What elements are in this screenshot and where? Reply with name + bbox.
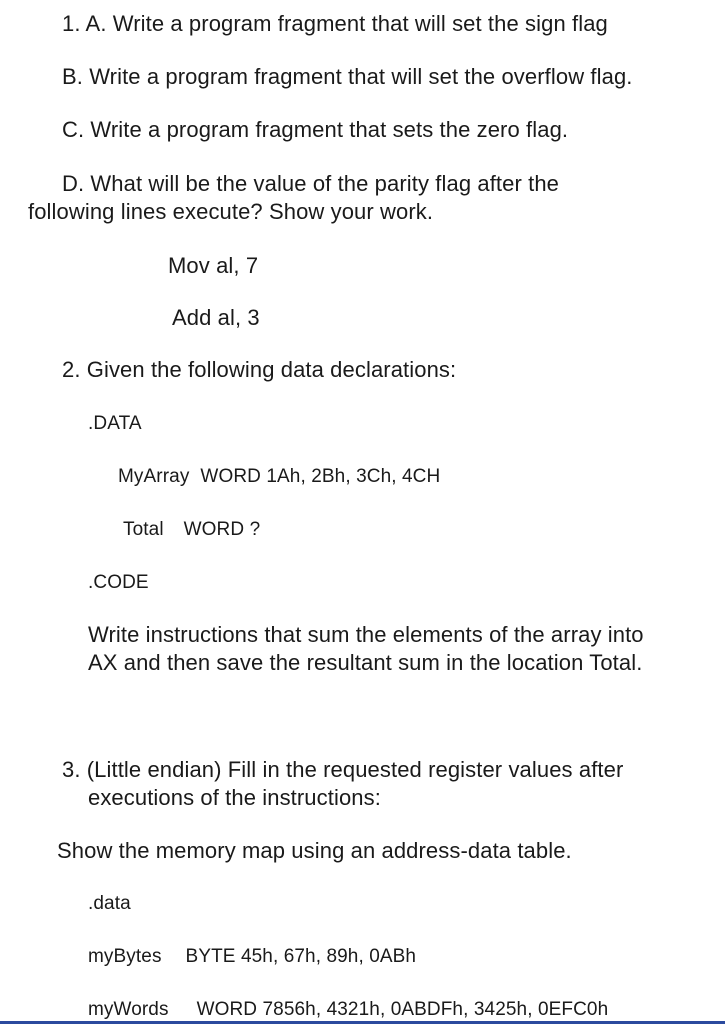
variable-type: WORD 1Ah, 2Bh, 3Ch, 4CH [200, 466, 441, 487]
data-directive: .DATA [88, 413, 142, 434]
variable-name: myWords [88, 999, 169, 1020]
q1-part-d-line-2: following lines execute? Show your work. [28, 199, 434, 224]
q1-part-b: B. Write a program fragment that will set the overflow flag. [62, 64, 633, 89]
code-line: Mov al, 7 [168, 253, 259, 278]
q1-part-c: C. Write a program fragment that sets the zero flag. [62, 117, 569, 142]
q2-instruction-line-1: Write instructions that sum the elements of the array into [88, 622, 644, 647]
variable-type: BYTE 45h, 67h, 89h, 0ABh [185, 946, 417, 967]
variable-type: WORD 7856h, 4321h, 0ABDFh, 3425h, 0EFC0h [196, 999, 609, 1020]
variable-name: Total [123, 519, 164, 540]
q3-heading-line-2: executions of the instructions: [88, 785, 381, 810]
memory-map-instruction: Show the memory map using an address-data table. [57, 838, 572, 863]
code-directive: .CODE [88, 572, 149, 593]
mywords-declaration [88, 998, 608, 1022]
q1-part-a: 1. A. Write a program fragment that will set the sign flag [62, 11, 608, 36]
data-directive: .data [88, 893, 131, 914]
variable-name: MyArray [118, 466, 190, 487]
mybytes-declaration [88, 945, 416, 969]
variable-type: WORD ? [183, 519, 261, 540]
q2-heading: 2. Given the following data declarations: [62, 357, 457, 382]
q2-instruction-line-2: AX and then save the resultant sum in the location Total. [88, 650, 643, 675]
q1-part-d-line-1: D. What will be the value of the parity flag after the [62, 171, 559, 196]
code-line: Add al, 3 [172, 305, 260, 330]
q3-heading-line-1: 3. (Little endian) Fill in the requested register values after [62, 757, 624, 782]
variable-name: myBytes [88, 946, 162, 967]
myarray-declaration [118, 465, 440, 489]
total-declaration [123, 518, 260, 542]
